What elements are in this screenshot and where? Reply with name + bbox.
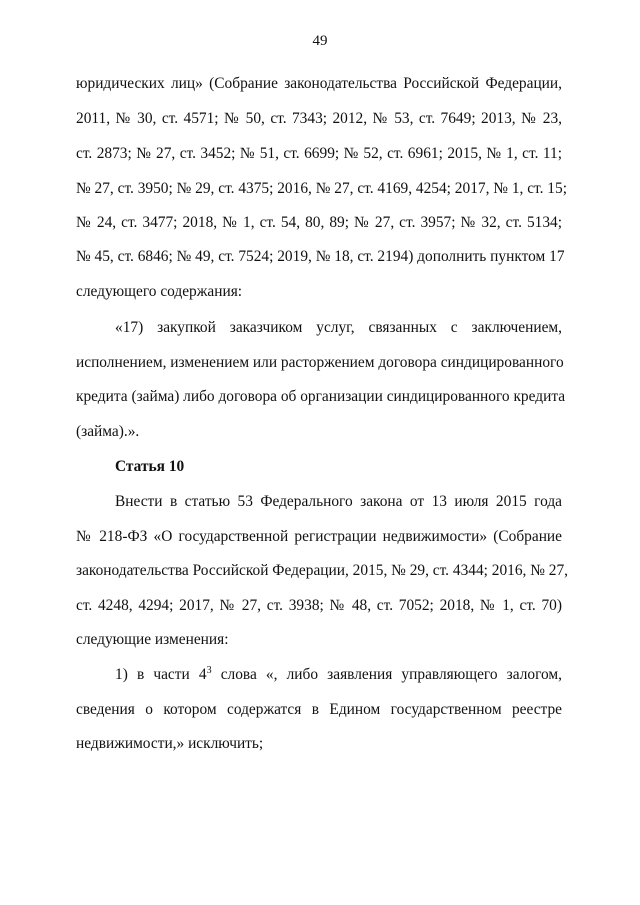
text-line: № 27, ст. 3950; № 29, ст. 4375; 2016, № 27, ст. 4169, 4254; 2017, № 1, ст. 15; [76, 180, 567, 197]
text-line: Внести в статью 53 Федерального закона от 13 июля 2015 года [115, 493, 562, 510]
text-line [115, 664, 562, 683]
text-segment: слова «, либо заявления управляющего залогом, [211, 666, 562, 683]
text-line: ст. 2873; № 27, ст. 3452; № 51, ст. 6699; № 52, ст. 6961; 2015, № 1, ст. 11; [76, 145, 562, 162]
text-line: юридических лиц» (Собрание законодательства Российской Федерации, [76, 75, 562, 92]
text-line: сведения о котором содержатся в Едином государственном реестре [76, 701, 562, 718]
text-line: следующего содержания: [76, 283, 243, 300]
text-line: исполнением, изменением или расторжением договора синдицированного [76, 354, 564, 371]
text-line: ст. 4248, 4294; 2017, № 27, ст. 3938; № 48, ст. 7052; 2018, № 1, ст. 70) [76, 597, 562, 614]
text-line: недвижимости,» исключить; [76, 735, 264, 752]
text-line: 2011, № 30, ст. 4571; № 50, ст. 7343; 2012, № 53, ст. 7649; 2013, № 23, [76, 110, 562, 127]
text-line: следующие изменения: [76, 631, 229, 648]
text-line: кредита (займа) либо договора об организации синдицированного кредита [76, 388, 566, 405]
text-segment: 1) в части 4 [115, 666, 207, 683]
text-line: законодательства Российской Федерации, 2015, № 29, ст. 4344; 2016, № 27, [76, 562, 569, 579]
text-line: № 24, ст. 3477; 2018, № 1, ст. 54, 80, 89; № 27, ст. 3957; № 32, ст. 5134; [76, 214, 562, 231]
text-line: «17) закупкой заказчиком услуг, связанных с заключением, [115, 319, 562, 336]
text-line: № 45, ст. 6846; № 49, ст. 7524; 2019, № 18, ст. 2194) дополнить пунктом 17 [76, 248, 565, 265]
article-heading: Статья 10 [115, 458, 185, 475]
text-line: № 218-ФЗ «О государственной регистрации недвижимости» (Собрание [76, 528, 562, 545]
superscript: 3 [206, 664, 212, 676]
page-number: 49 [312, 33, 328, 49]
text-line: (займа).». [76, 423, 140, 440]
